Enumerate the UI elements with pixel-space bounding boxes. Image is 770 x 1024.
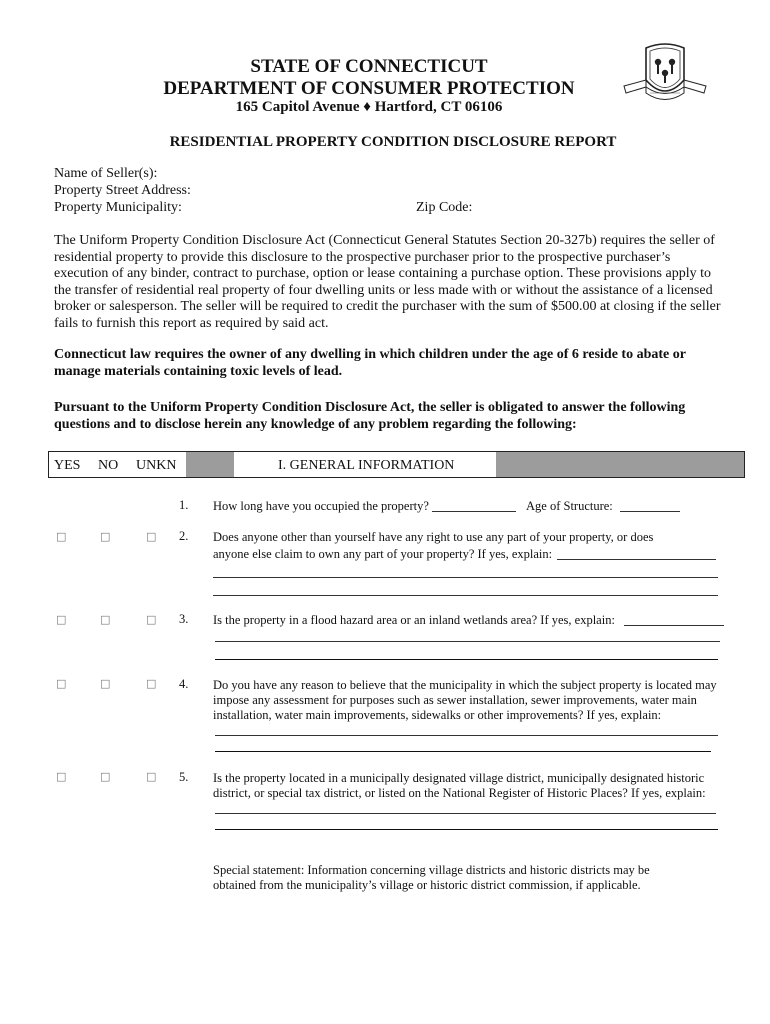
question-3-line1: Is the property in a flood hazard area or an inland wetlands area? If yes, explain: <box>213 613 615 627</box>
q3-unkn-checkbox[interactable]: □ <box>146 613 157 626</box>
q2-explain-line-3[interactable] <box>213 595 718 596</box>
seller-name-label: Name of Seller(s): <box>54 166 158 181</box>
question-4-line1: Do you have any reason to believe that the municipality in which the subject property is located may <box>213 678 717 692</box>
question-4-line2: impose any assessment for purposes such as sewer installation, sewer improvements, water main <box>213 693 697 707</box>
q3-explain-line-2[interactable] <box>215 641 720 642</box>
question-5-line1: Is the property located in a municipally designated village district, municipally designated historic <box>213 771 705 785</box>
q2-yes-checkbox[interactable]: □ <box>56 530 67 543</box>
q5-explain-line-2[interactable] <box>215 829 718 830</box>
shade-block-left <box>186 452 234 477</box>
q4-no-checkbox[interactable]: □ <box>100 677 111 690</box>
q3-no-checkbox[interactable]: □ <box>100 613 111 626</box>
q4-unkn-checkbox[interactable]: □ <box>146 677 157 690</box>
q2-explain-line-2[interactable] <box>213 577 718 578</box>
question-1-text: How long have you occupied the property? <box>213 499 429 513</box>
question-2-line1: Does anyone other than yourself have any right to use any part of your property, or does <box>213 530 654 544</box>
zip-code-label: Zip Code: <box>416 200 473 215</box>
q5-no-checkbox[interactable]: □ <box>100 770 111 783</box>
intro-paragraph: The Uniform Property Condition Disclosure Act (Connecticut General Statutes Section 20-327b) requires the seller of residential property to provide this disclosure to the prospective purchaser prior to the prospective purchaser’s execution of any binder, contract to purchase, option or lease containing a purchase option. These provisions apply to the transfer of residential real property of four dwelling units or less made with or without the assistance of a licensed broker or salesperson. The seller will be required to credit the purchaser with the sum of $500.00 at closing if the seller fails to furnish this report as required by said act. <box>54 233 721 331</box>
report-title: RESIDENTIAL PROPERTY CONDITION DISCLOSURE REPORT <box>169 134 617 150</box>
shade-block-right <box>496 452 744 477</box>
column-yes: YES <box>54 458 81 473</box>
q2-no-checkbox[interactable]: □ <box>100 530 111 543</box>
occupied-answer-line[interactable] <box>432 511 516 512</box>
question-5-number: 5. <box>179 770 189 784</box>
municipality-label: Property Municipality: <box>54 200 182 215</box>
age-of-structure-label: Age of Structure: <box>526 499 613 513</box>
q4-explain-line-1[interactable] <box>215 735 718 736</box>
q5-yes-checkbox[interactable]: □ <box>56 770 67 783</box>
column-no: NO <box>98 458 119 473</box>
q2-explain-line-1[interactable] <box>557 559 716 560</box>
question-2-number: 2. <box>179 529 189 543</box>
column-unkn: UNKN <box>136 458 177 473</box>
question-3-number: 3. <box>179 612 189 626</box>
q3-explain-line-3[interactable] <box>215 659 718 660</box>
question-4-number: 4. <box>179 677 189 691</box>
special-statement-line2: obtained from the municipality’s village or historic district commission, if applicable. <box>213 878 641 892</box>
address-heading: 165 Capitol Avenue ♦ Hartford, CT 06106 <box>235 99 503 115</box>
question-2-line2: anyone else claim to own any part of your property? If yes, explain: <box>213 547 553 561</box>
special-statement-line1: Special statement: Information concerning village districts and historic districts may be <box>213 863 650 877</box>
department-heading: DEPARTMENT OF CONSUMER PROTECTION <box>163 78 575 99</box>
section-title: I. GENERAL INFORMATION <box>278 458 455 473</box>
q3-explain-line-1[interactable] <box>624 625 724 626</box>
disclosure-notice: Pursuant to the Uniform Property Condition Disclosure Act, the seller is obligated to answer the following questions and to disclose herein any knowledge of any problem regarding the following: <box>54 400 686 432</box>
street-address-label: Property Street Address: <box>54 183 191 198</box>
question-5-line2: district, or special tax district, or listed on the National Register of Historic Places? If yes, explain: <box>213 786 706 800</box>
q4-explain-line-2[interactable] <box>215 751 711 752</box>
q4-yes-checkbox[interactable]: □ <box>56 677 67 690</box>
state-heading: STATE OF CONNECTICUT <box>250 56 488 77</box>
question-1-number: 1. <box>179 498 189 512</box>
q5-explain-line-1[interactable] <box>215 813 716 814</box>
lead-notice: Connecticut law requires the owner of any dwelling in which children under the age of 6 reside to abate or manage materials containing toxic levels of lead. <box>54 347 686 379</box>
state-seal-icon <box>620 40 710 110</box>
q2-unkn-checkbox[interactable]: □ <box>146 530 157 543</box>
age-answer-line[interactable] <box>620 511 680 512</box>
section-header-bar <box>48 451 745 478</box>
q3-yes-checkbox[interactable]: □ <box>56 613 67 626</box>
question-4-line3: installation, water main improvements, sidewalks or other improvements? If yes, explain: <box>213 708 662 722</box>
q5-unkn-checkbox[interactable]: □ <box>146 770 157 783</box>
